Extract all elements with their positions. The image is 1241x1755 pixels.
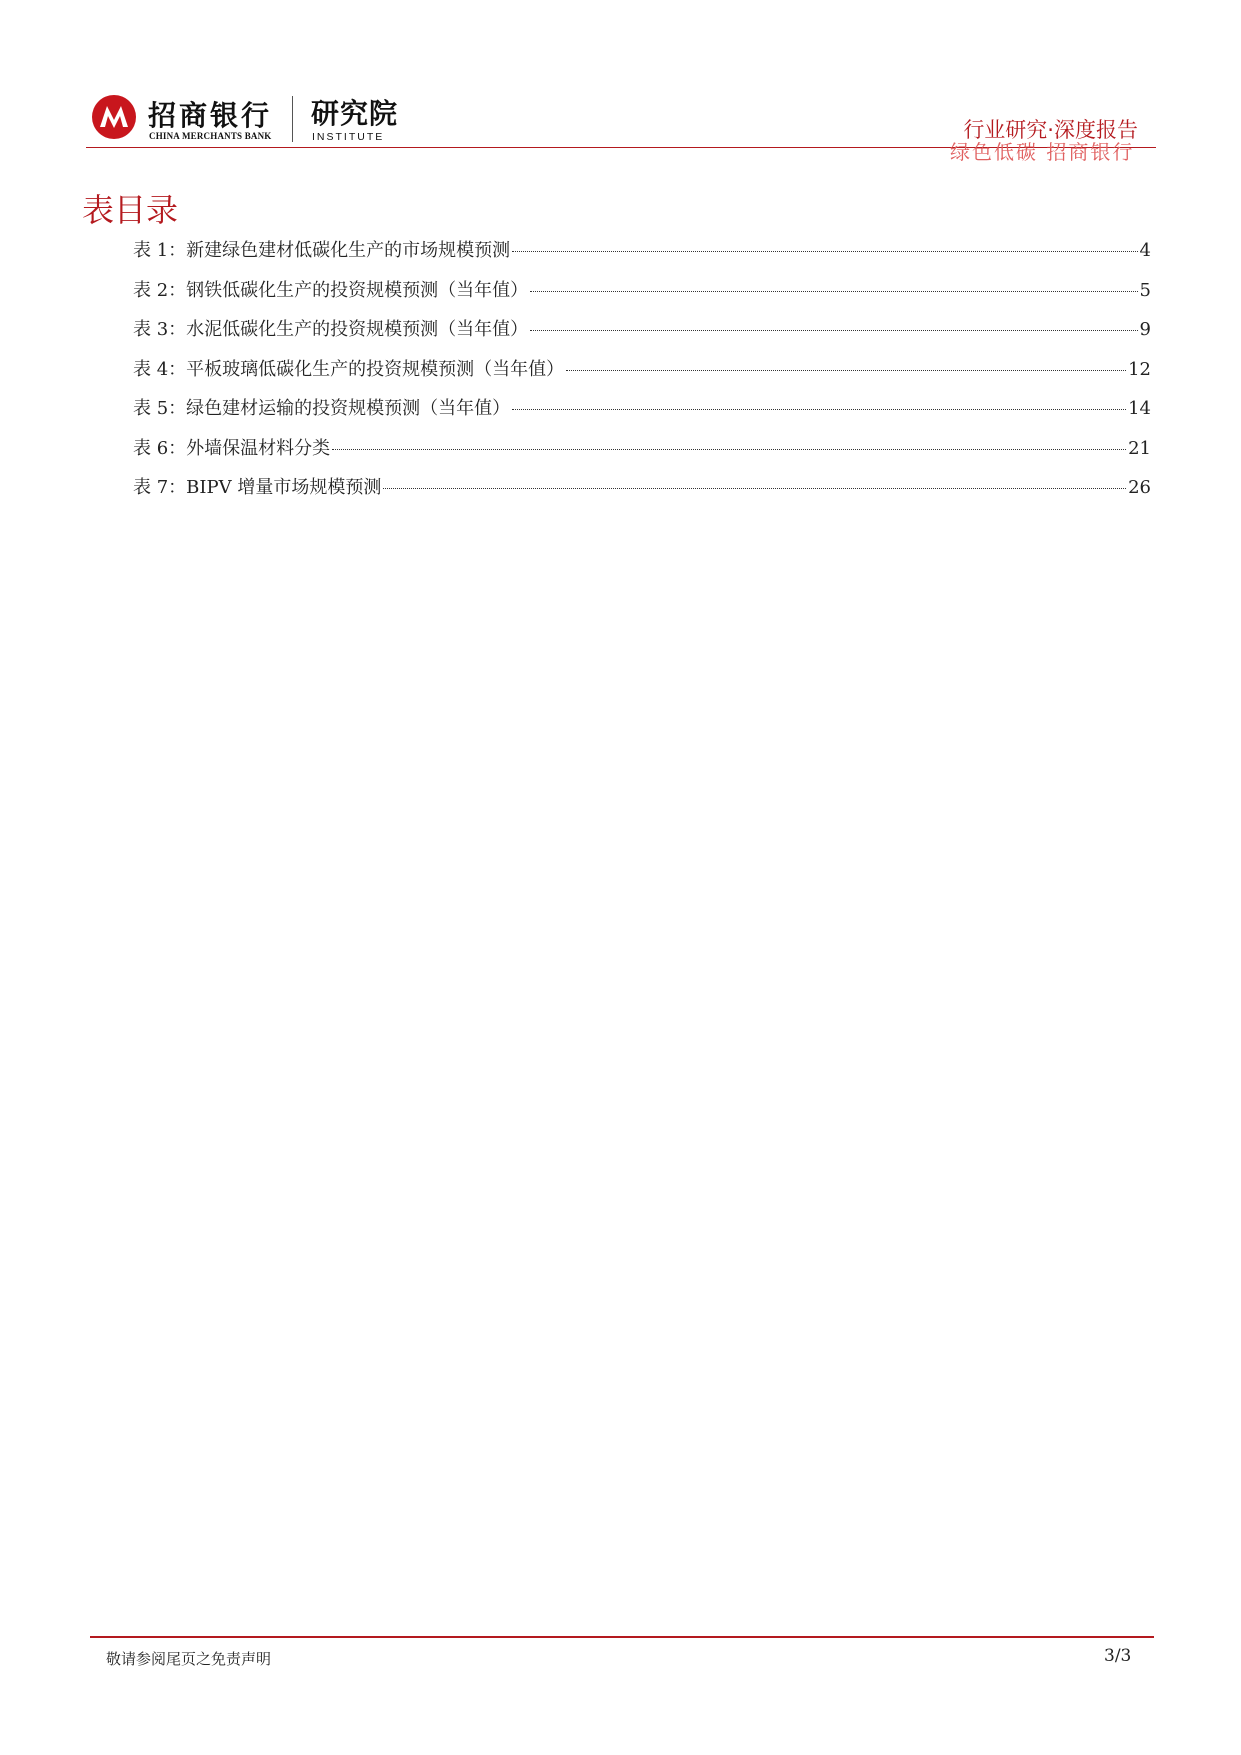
toc-list (133, 236, 1151, 513)
toc-item-page: 9 (1139, 319, 1151, 340)
toc-item-label: 表 7：BIPV 增量市场规模预测 (133, 477, 382, 498)
toc-item[interactable] (133, 276, 1151, 316)
toc-leader-dots (512, 251, 1137, 252)
toc-item-label: 表 5：绿色建材运输的投资规模预测（当年值） (133, 398, 511, 419)
toc-item-page: 5 (1139, 279, 1151, 301)
toc-leader-dots (530, 330, 1137, 331)
toc-item-label: 表 6：外墙保温材料分类 (133, 437, 331, 459)
toc-item-page: 14 (1128, 398, 1151, 419)
logo-divider (292, 96, 293, 142)
toc-leader-dots (530, 291, 1137, 292)
toc-item-page: 26 (1128, 477, 1151, 498)
header-clipped-text (950, 140, 1135, 164)
toc-item-label: 表 4：平板玻璃低碳化生产的投资规模预测（当年值） (133, 358, 565, 380)
report-type-label: 行业研究·深度报告 (963, 118, 1138, 142)
toc-item-page: 4 (1139, 240, 1151, 261)
brand-name: 招商银行 (148, 99, 273, 132)
footer-disclaimer: 敬请参阅尾页之免责声明 (106, 1650, 272, 1668)
toc-item[interactable] (133, 355, 1151, 395)
clipped-text: 绿色低碳 招商银行 (950, 140, 1135, 164)
toc-item-page: 12 (1128, 358, 1151, 380)
toc-leader-dots (332, 449, 1126, 450)
institute-name-english: INSTITUTE (312, 131, 385, 143)
toc-item-page: 21 (1128, 437, 1151, 459)
cmb-logo-icon (91, 94, 137, 140)
toc-item[interactable] (133, 315, 1151, 355)
toc-item[interactable] (133, 434, 1151, 474)
toc-leader-dots (512, 409, 1126, 410)
toc-title: 表目录 (82, 191, 179, 229)
toc-item[interactable] (133, 473, 1151, 513)
institute-name: 研究院 (311, 97, 399, 130)
toc-leader-dots (383, 488, 1126, 489)
toc-item[interactable] (133, 236, 1151, 276)
toc-leader-dots (566, 370, 1126, 371)
toc-item-label: 表 3：水泥低碳化生产的投资规模预测（当年值） (133, 319, 529, 340)
page-number: 3/3 (1104, 1646, 1132, 1666)
toc-item-label: 表 1：新建绿色建材低碳化生产的市场规模预测 (133, 240, 511, 261)
toc-item[interactable] (133, 394, 1151, 434)
brand-name-english: CHINA MERCHANTS BANK (149, 131, 272, 141)
toc-item-label: 表 2：钢铁低碳化生产的投资规模预测（当年值） (133, 279, 529, 301)
footer-divider (90, 1636, 1154, 1638)
